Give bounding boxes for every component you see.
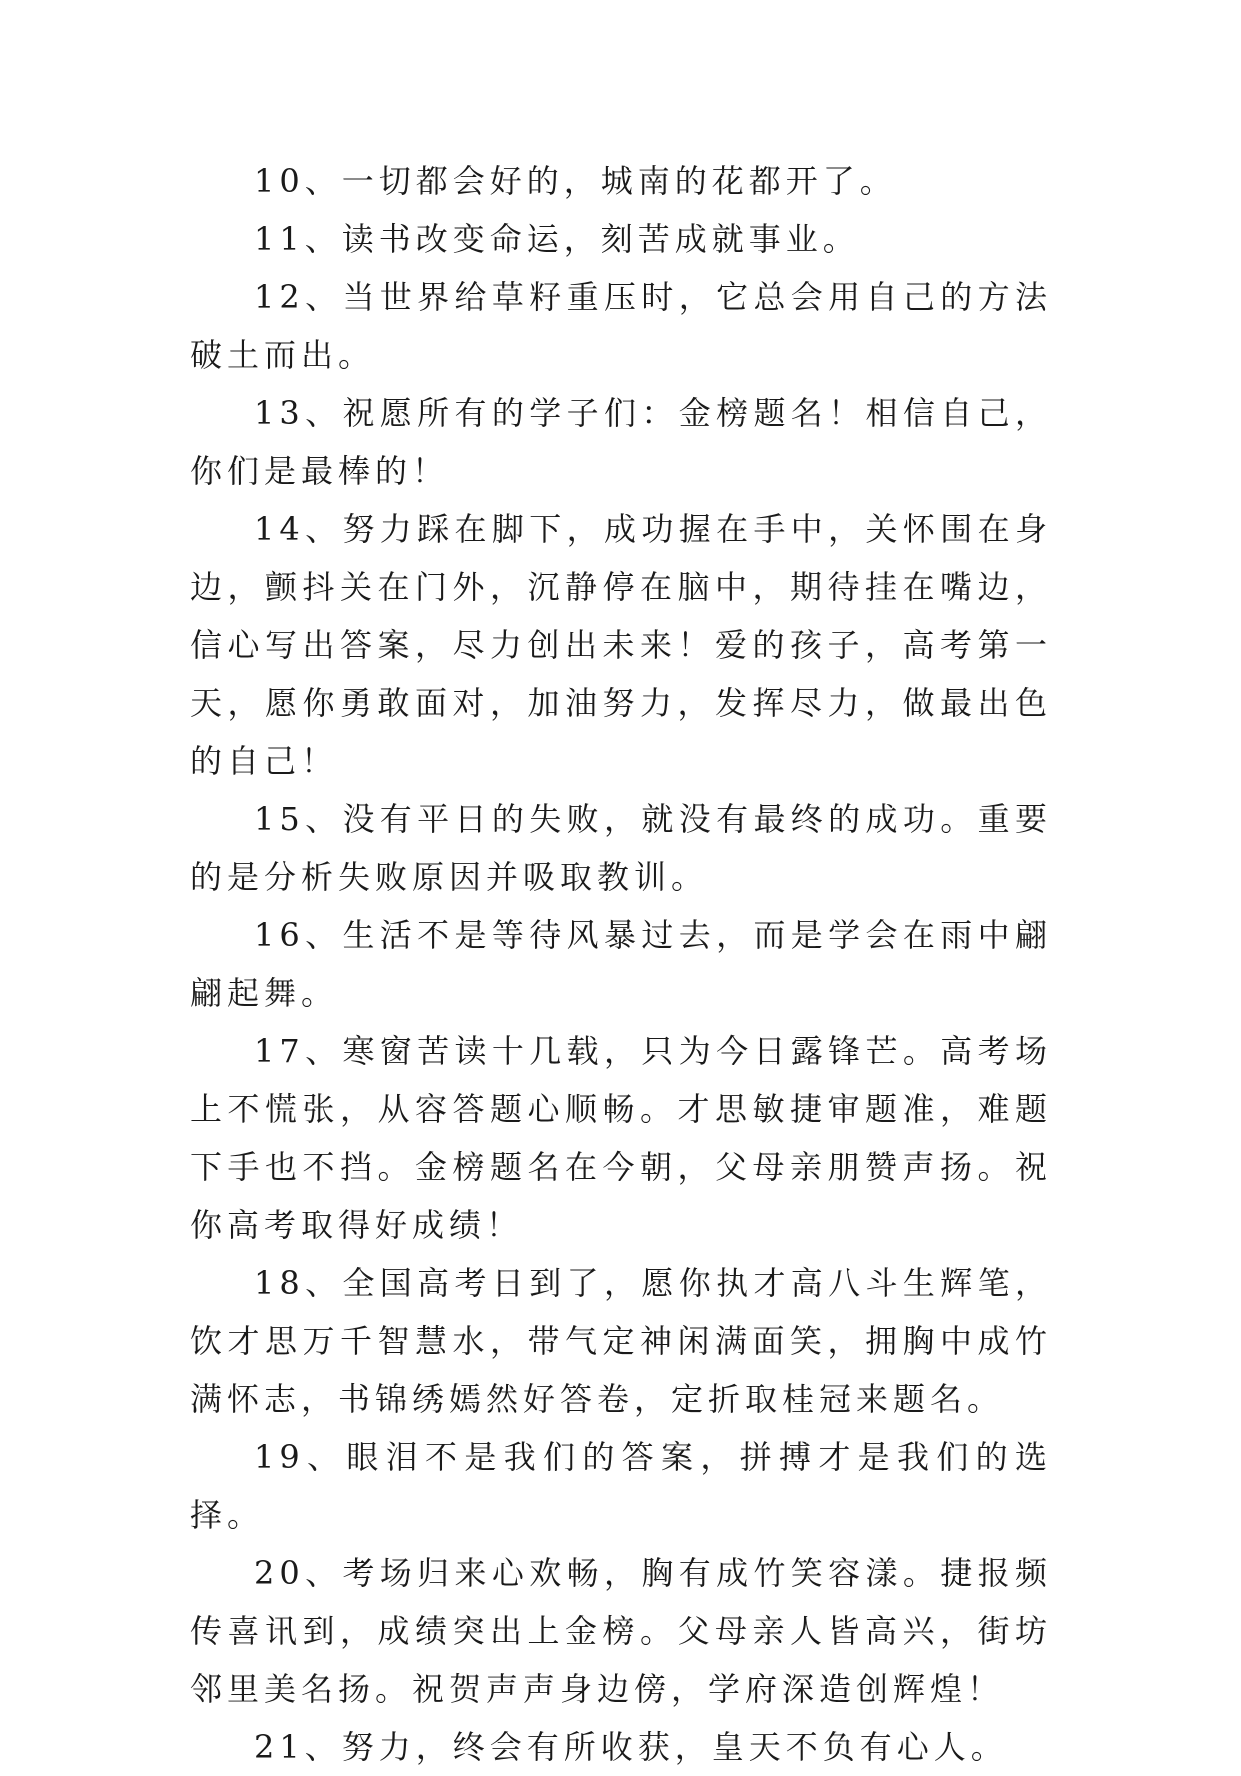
paragraph-21: 21、努力，终会有所收获，皇天不负有心人。 [254, 1728, 1008, 1766]
paragraph-13: 13、祝愿所有的学子们：金榜题名！相信自己，你们是最棒的！ [190, 394, 1052, 490]
paragraph-19: 19、眼泪不是我们的答案，拼搏才是我们的选择。 [190, 1438, 1052, 1534]
paragraph-11: 11、读书改变命运，刻苦成就事业。 [254, 220, 860, 258]
document-body [190, 152, 1052, 1776]
paragraph-15: 15、没有平日的失败，就没有最终的成功。重要的是分析失败原因并吸取教训。 [190, 800, 1052, 896]
paragraph-16: 16、生活不是等待风暴过去，而是学会在雨中翩翩起舞。 [190, 916, 1052, 1012]
paragraph-17: 17、寒窗苦读十几载，只为今日露锋芒。高考场上不慌张，从容答题心顺畅。才思敏捷审题准，难题下手也不挡。金榜题名在今朝，父母亲朋赞声扬。祝你高考取得好成绩！ [190, 1032, 1052, 1244]
paragraph-14: 14、努力踩在脚下，成功握在手中，关怀围在身边，颤抖关在门外，沉静停在脑中，期待挂在嘴边，信心写出答案，尽力创出未来！爱的孩子，高考第一天，愿你勇敢面对，加油努力，发挥尽力，做最出色的自己！ [190, 510, 1052, 780]
paragraph-10: 10、一切都会好的，城南的花都开了。 [254, 162, 897, 200]
paragraph-12: 12、当世界给草籽重压时，它总会用自己的方法破土而出。 [190, 278, 1052, 374]
paragraph-20: 20、考场归来心欢畅，胸有成竹笑容漾。捷报频传喜讯到，成绩突出上金榜。父母亲人皆高兴，街坊邻里美名扬。祝贺声声身边傍，学府深造创辉煌！ [190, 1554, 1052, 1708]
paragraph-18: 18、全国高考日到了，愿你执才高八斗生辉笔，饮才思万千智慧水，带气定神闲满面笑，拥胸中成竹满怀志，书锦绣嫣然好答卷，定折取桂冠来题名。 [190, 1264, 1052, 1418]
